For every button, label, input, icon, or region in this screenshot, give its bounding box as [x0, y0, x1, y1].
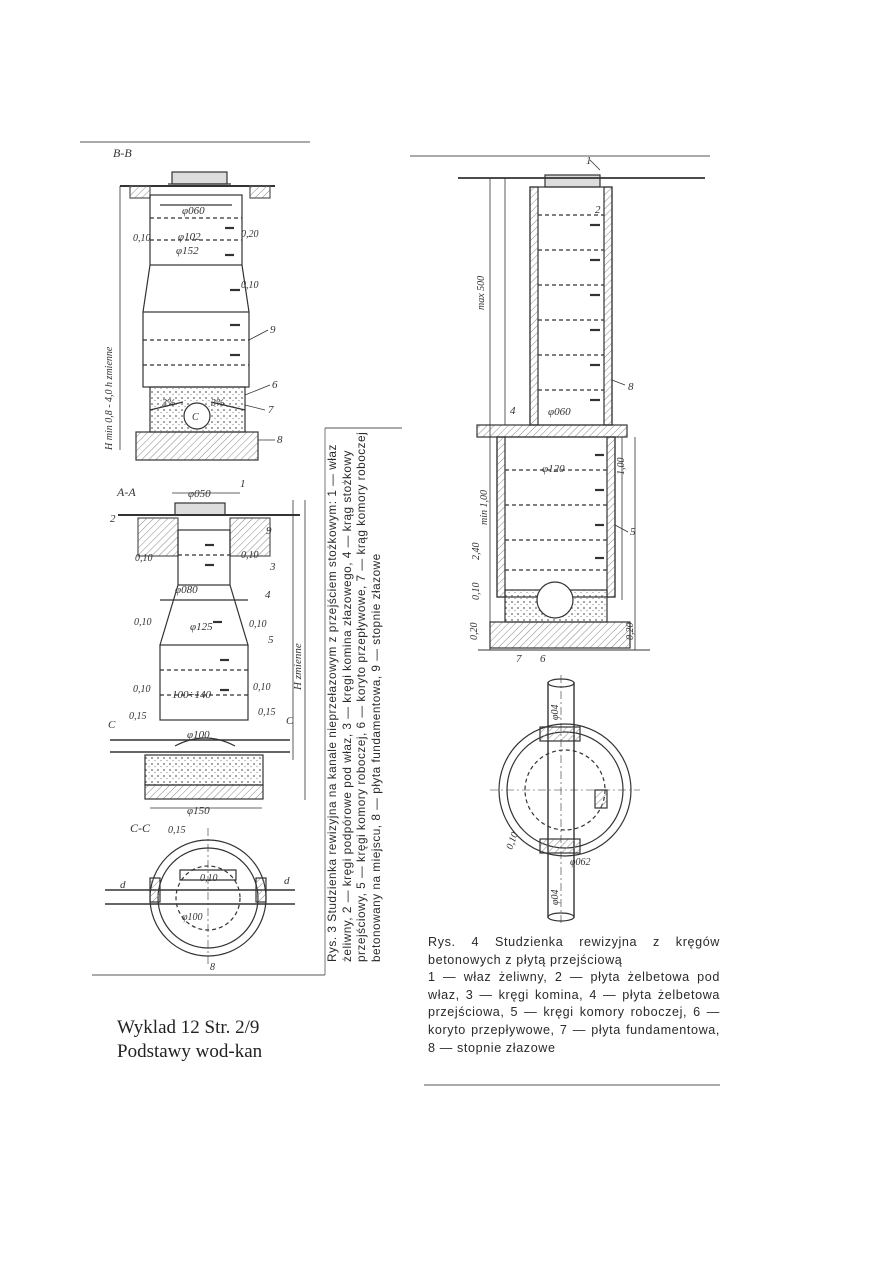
label-020-r: 0,20	[469, 622, 480, 640]
label-d125: φ125	[190, 621, 213, 633]
figure4-caption-body: 1 — właz żeliwny, 2 — płyta żelbetowa pod właz, 3 — kręgi komina, 4 — płyta żelbetowa przejściowa, 5 — kręgi komory roboczej, 6 — koryto przepływowe, 7 — płyta fundamentowa, 8 — stopnie złazowe	[428, 970, 720, 1055]
section-cc-label: C-C	[130, 821, 151, 835]
num-2-aa: 2	[110, 513, 116, 525]
label-100-cc: φ100	[182, 912, 203, 923]
label-d060-r: φ060	[548, 406, 571, 418]
label-020-r2: 0,20	[625, 622, 636, 640]
figure4-caption-title: Rys. 4 Studzienka rewizyjna z kręgów betonowych z płytą przejściową	[428, 935, 720, 967]
num-6-r: 6	[540, 653, 546, 665]
label-min100: min 1,00	[479, 490, 490, 525]
footer-line-1: Wyklad 12 Str. 2/9	[117, 1017, 260, 1038]
num-4-aa: 4	[265, 589, 271, 601]
label-010-h: 0,10	[253, 682, 271, 693]
figure3-section-aa	[110, 485, 305, 808]
figure3-caption-title: Rys. 3 Studzienka rewizyjna na kanale nieprzełazowym z przejściem stożkowym:	[325, 500, 339, 962]
side-label: H min 0,8 - 4,0 h zmienne	[104, 346, 115, 450]
label-d102: φ102	[178, 231, 201, 243]
label-pct-left: 3%	[162, 398, 176, 409]
figure3-caption-body: 1 — właz żeliwny, 2 — kręgi podpórowe pod właz, 3 — kręgi komina złazowego, 4 — krąg stożkowy przejściowy, 5 — kręgi komory roboczej, 6 — koryto przepływowe, 7 — krąg komory roboczej betonowany na miejscu, 8 — płyta fundamentowa, 9 — stopnie złazowe	[325, 431, 383, 962]
label-020-a: 0,20	[241, 229, 259, 240]
label-240: 2,40	[471, 542, 482, 560]
label-015-a: 0,15	[129, 711, 147, 722]
label-d152: φ152	[176, 245, 199, 257]
section-aa-label: A-A	[117, 485, 136, 499]
label-010-a: 0,10	[133, 233, 151, 244]
num-6: 6	[272, 379, 278, 391]
num-1-r: 1	[586, 155, 592, 167]
label-010-c: 0,10	[135, 553, 153, 564]
label-d062: φ062	[570, 857, 591, 868]
num-7: 7	[268, 404, 274, 416]
label-max500: max 500	[476, 275, 487, 310]
label-010-b: 0,10	[241, 280, 259, 291]
label-010-g: 0,10	[133, 684, 151, 695]
label-c-right: C	[286, 715, 294, 727]
label-100-r: 1,00	[616, 457, 627, 475]
num-9: 9	[270, 324, 276, 336]
label-010-e: 0,10	[134, 617, 152, 628]
figure3-bb-labels	[104, 205, 283, 451]
label-range: 100÷140	[172, 689, 212, 701]
num-8-r: 8	[628, 381, 634, 393]
num-4-r: 4	[510, 405, 516, 417]
section-bb-label: B-B	[113, 146, 132, 160]
num-9-aa: 9	[266, 525, 272, 537]
label-d150: φ150	[187, 805, 210, 817]
label-d04-bottom: φ04	[550, 889, 561, 905]
num-3-aa: 3	[270, 561, 276, 573]
num-1-aa: 1	[240, 478, 246, 490]
label-010-d: 0,10	[241, 550, 259, 561]
label-d100: φ100	[187, 729, 210, 741]
figure4-elevation	[458, 160, 705, 650]
label-010-plan: 0,10	[504, 830, 521, 852]
num-8: 8	[277, 434, 283, 446]
num-5-aa: 5	[268, 634, 274, 646]
label-010-r: 0,10	[471, 582, 482, 600]
figure4-plan	[490, 675, 640, 925]
figure3-caption	[325, 428, 413, 962]
label-d060: φ060	[182, 205, 205, 217]
label-015-cc: 0,15	[168, 825, 186, 836]
footer-line-2: Podstawy wod-kan	[117, 1041, 263, 1062]
label-pct-right: 3%	[211, 398, 225, 409]
label-d-cc-left: d	[120, 879, 126, 891]
label-h-zmienne: H zmienne	[292, 643, 304, 690]
num-5-r: 5	[630, 526, 636, 538]
figure4-caption	[428, 934, 720, 1057]
label-d080: φ080	[175, 584, 198, 596]
label-d120-r: φ120	[542, 463, 565, 475]
label-d050: φ050	[188, 488, 211, 500]
label-015-b: 0,15	[258, 707, 276, 718]
num-7-r: 7	[516, 653, 522, 665]
num-8-cc: 8	[210, 962, 215, 973]
label-c-left: C	[108, 719, 116, 731]
label-010-f: 0,10	[249, 619, 267, 630]
label-c: C	[192, 412, 199, 423]
label-d-cc: d	[284, 875, 290, 887]
lecture-footer	[117, 1016, 262, 1064]
label-010-i: 0,10	[200, 873, 218, 884]
label-d04-top: φ04	[550, 704, 561, 720]
figure3-section-cc	[105, 821, 295, 965]
num-2-r: 2	[595, 204, 601, 216]
